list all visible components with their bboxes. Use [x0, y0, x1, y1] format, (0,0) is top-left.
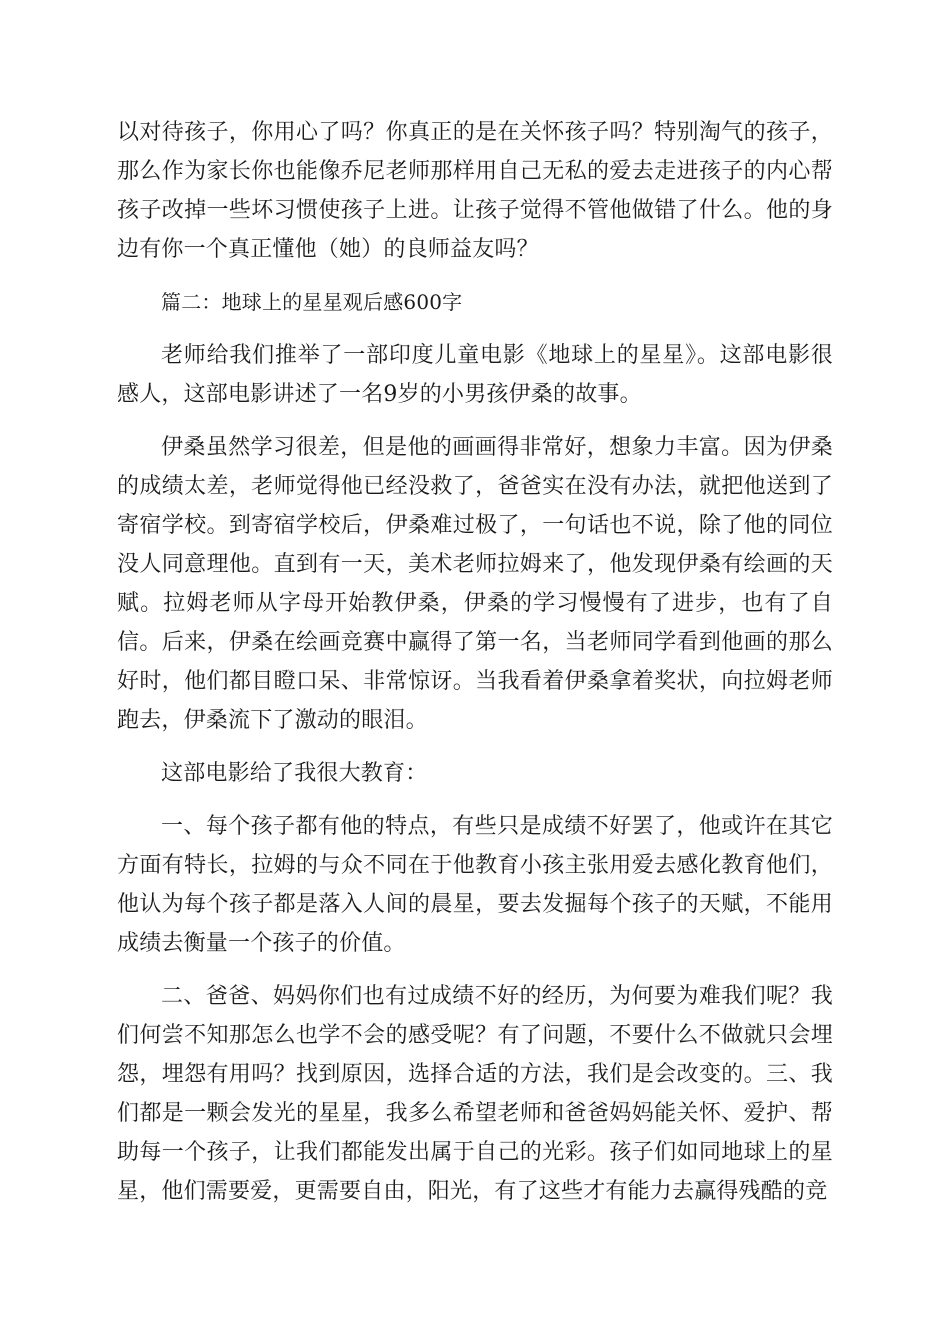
paragraph-continuation: 以对待孩子，你用心了吗？你真正的是在关怀孩子吗？特别淘气的孩子，那么作为家长你也能像乔尼老师那样用自己无私的爱去走进孩子的内心帮孩子改掉一些坏习惯使孩子上进。让孩子觉得不管他做错了什么。他的身边有你一个真正懂他（她）的良师益友吗？	[117, 120, 833, 262]
paragraph-lesson-intro: 这部电影给了我很大教育：	[161, 761, 428, 786]
section-heading: 篇二：地球上的星星观后感600字	[161, 290, 463, 314]
paragraph-story: 伊桑虽然学习很差，但是他的画画得非常好，想象力丰富。因为伊桑的成绩太差，老师觉得他已经没救了，爸爸实在没有办法，就把他送到了寄宿学校。到寄宿学校后，伊桑难过极了，一句话也不说，除了他的同位没人同意理他。直到有一天，美术老师拉姆来了，他发现伊桑有绘画的天赋。拉姆老师从字母开始教伊桑，伊桑的学习慢慢有了进步，也有了自信。后来，伊桑在绘画竞赛中赢得了第一名，当老师同学看到他画的那么好时，他们都目瞪口呆、非常惊讶。当我看着伊桑拿着奖状，向拉姆老师跑去，伊桑流下了激动的眼泪。	[117, 435, 833, 733]
document-body	[117, 113, 833, 1225]
paragraph-point-two: 二、爸爸、妈妈你们也有过成绩不好的经历，为何要为难我们呢？我们何尝不知那怎么也学不会的感受呢？有了问题，不要什么不做就只会埋怨，埋怨有用吗？找到原因，选择合适的方法，我们是会改变的。三、我们都是一颗会发光的星星，我多么希望老师和爸爸妈妈能关怀、爱护、帮助每一个孩子，让我们都能发出属于自己的光彩。孩子们如同地球上的星星，他们需要爱，更需要自由，阳光，有了这些才有能力去赢得残酷的竞	[117, 984, 833, 1204]
paragraph-intro: 老师给我们推举了一部印度儿童电影《地球上的星星》。这部电影很感人，这部电影讲述了一名9岁的小男孩伊桑的故事。	[117, 343, 833, 407]
paragraph-point-one: 一、每个孩子都有他的特点，有些只是成绩不好罢了，他或许在其它方面有特长，拉姆的与众不同在于他教育小孩主张用爱去感化教育他们，他认为每个孩子都是落入人间的晨星，要去发掘每个孩子的天赋，不能用成绩去衡量一个孩子的价值。	[117, 814, 833, 956]
